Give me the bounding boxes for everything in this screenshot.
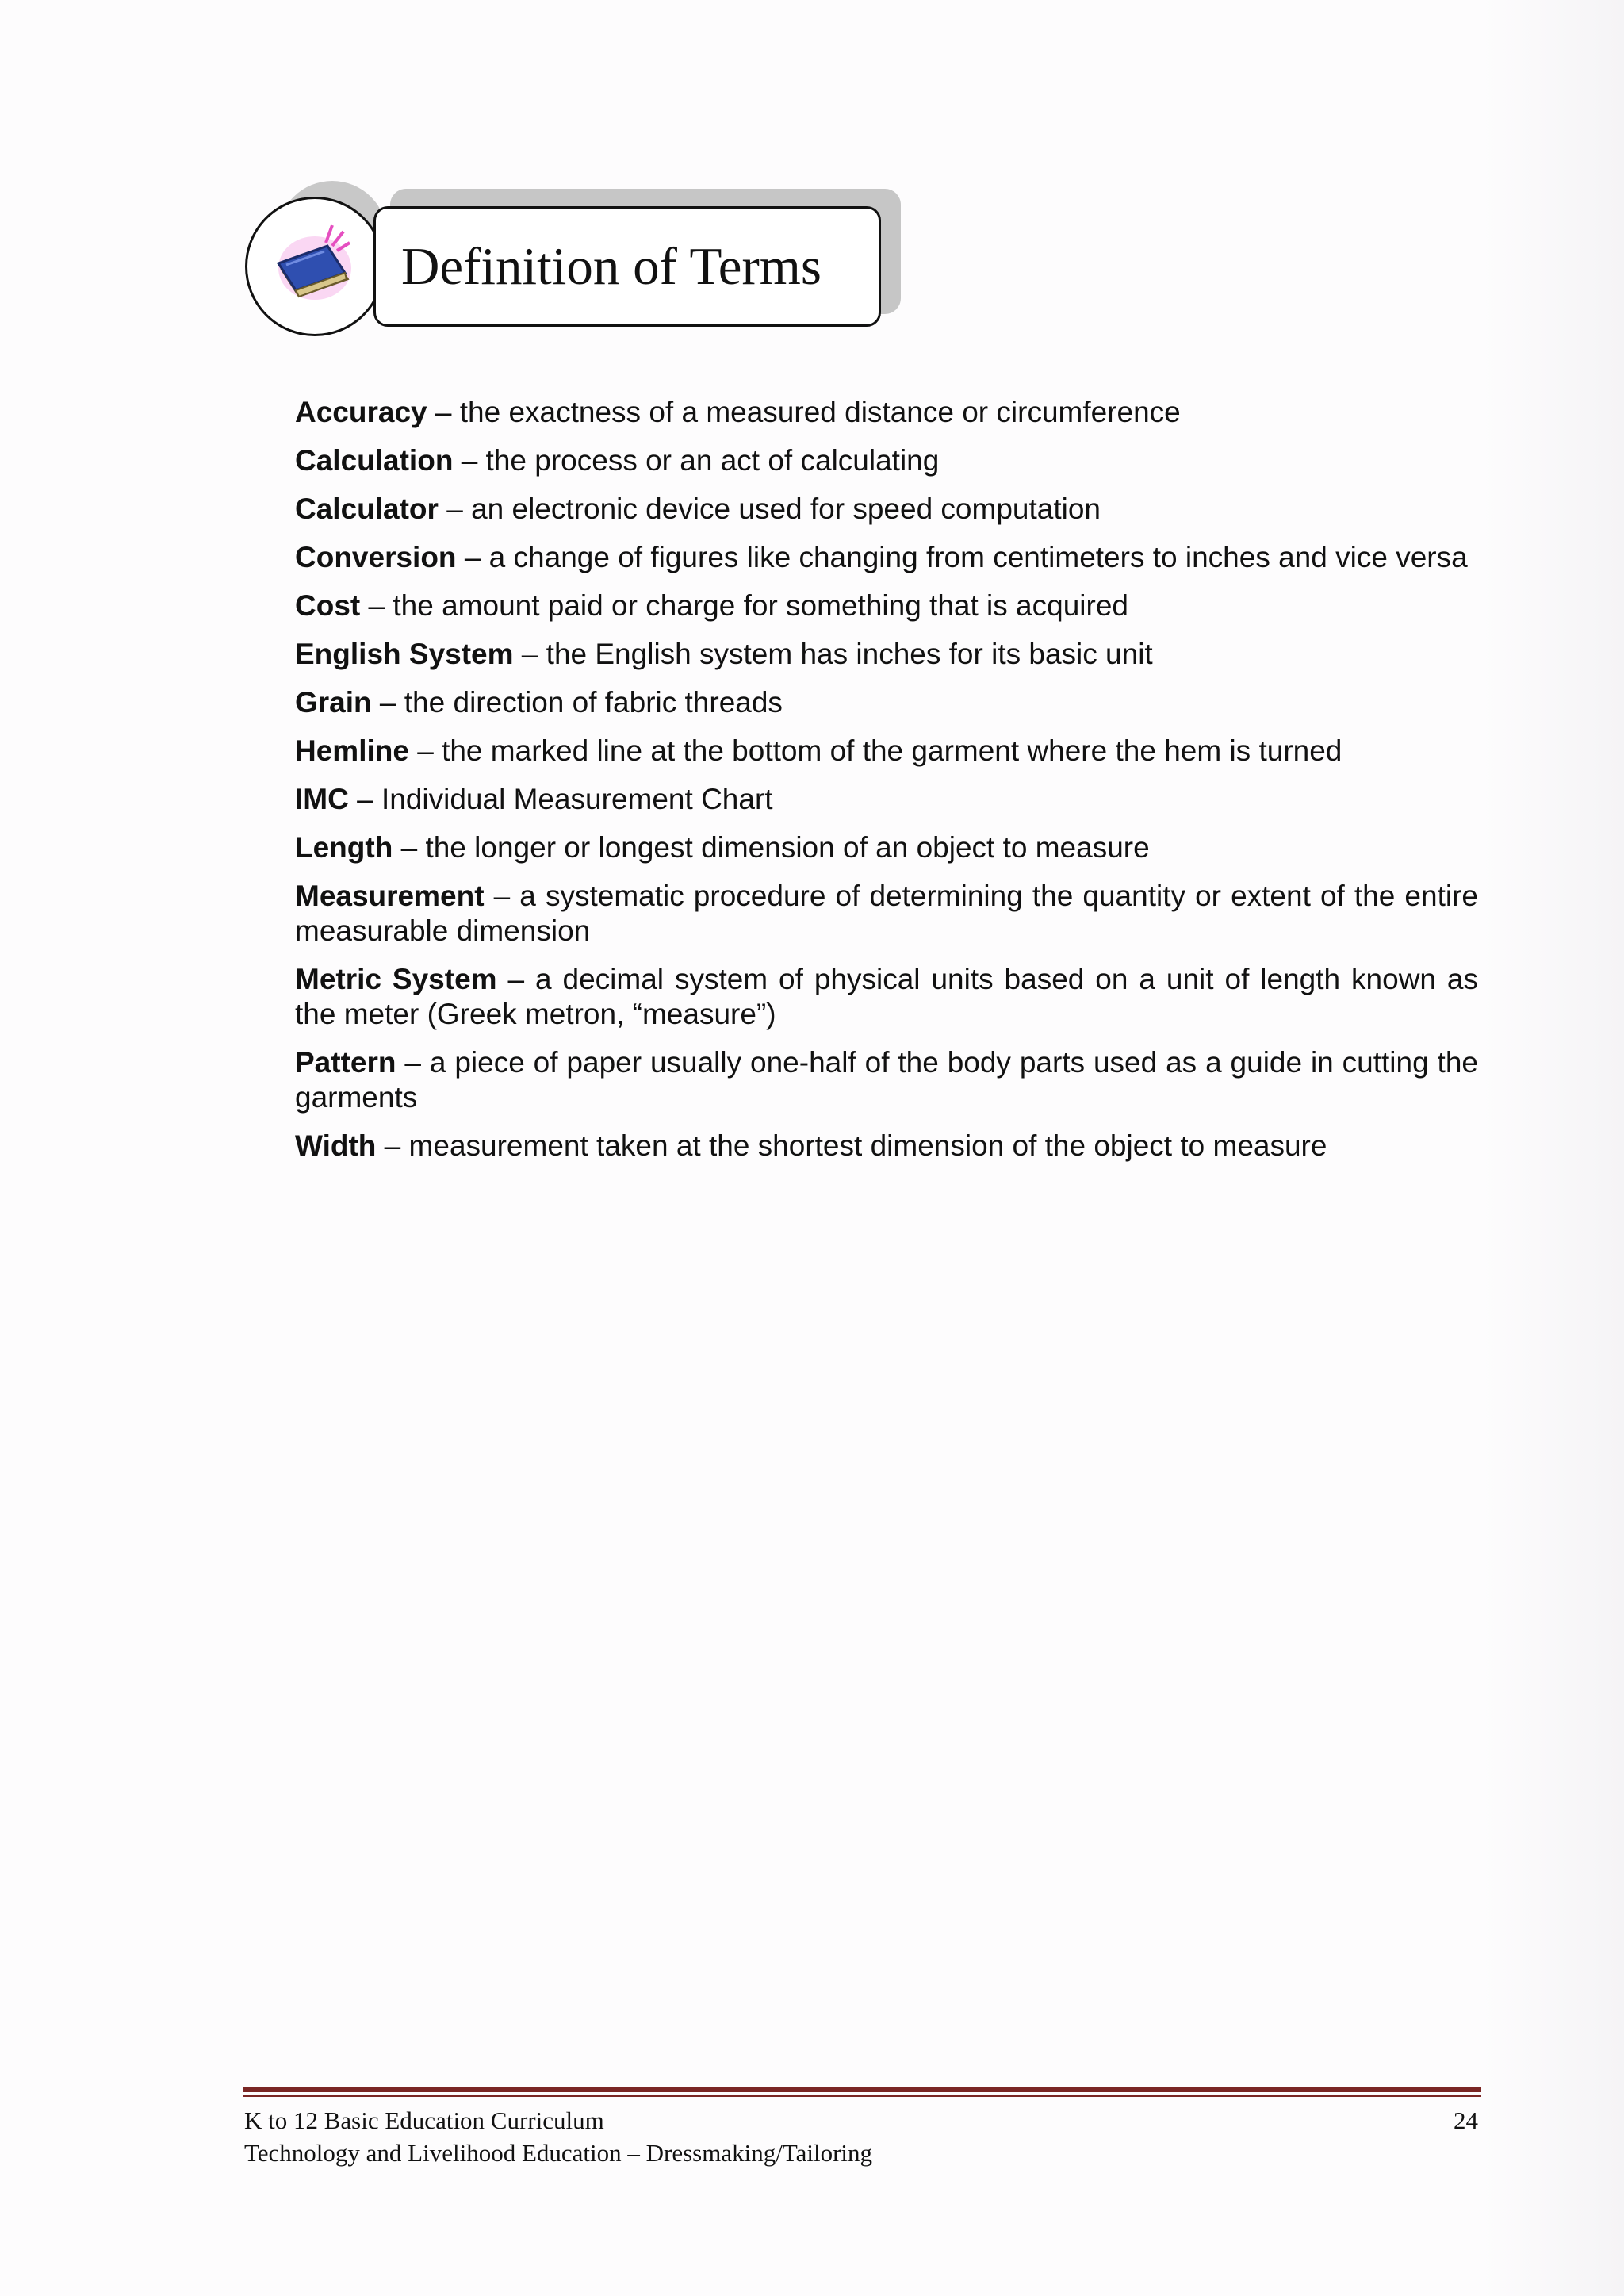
term-definition: – a piece of paper usually one-half of the body parts used as a guide in cutting the garments <box>295 1046 1478 1114</box>
term-entry <box>295 588 1478 623</box>
term-entry <box>295 637 1478 672</box>
term-entry <box>295 782 1478 817</box>
term-word: Measurement <box>295 880 485 912</box>
term-entry <box>295 734 1478 769</box>
term-entry <box>295 492 1478 527</box>
term-definition: – Individual Measurement Chart <box>348 783 773 815</box>
term-word: Metric System <box>295 963 497 995</box>
term-word: IMC <box>295 783 349 815</box>
footer-rule <box>243 2087 1481 2092</box>
term-definition: – the exactness of a measured distance or circumference <box>427 396 1181 428</box>
term-word: Calculation <box>295 444 454 477</box>
term-word: Grain <box>295 686 372 719</box>
term-word: Calculator <box>295 493 439 525</box>
term-word: English System <box>295 638 514 670</box>
term-word: Conversion <box>295 541 457 573</box>
page-edge-shade <box>1481 0 1624 2296</box>
term-entry <box>295 879 1478 949</box>
book-icon <box>267 219 362 314</box>
term-definition: – an electronic device used for speed computation <box>438 493 1101 525</box>
term-entry <box>295 830 1478 865</box>
term-word: Width <box>295 1129 377 1162</box>
term-definition: – the amount paid or charge for something that is acquired <box>360 589 1128 622</box>
terms-list <box>295 395 1478 1177</box>
term-definition: – the English system has inches for its basic unit <box>513 638 1153 670</box>
term-definition: – the direction of fabric threads <box>371 686 783 719</box>
header-icon-circle <box>245 197 385 336</box>
term-word: Cost <box>295 589 361 622</box>
term-definition: – the longer or longest dimension of an object to measure <box>393 831 1150 864</box>
title-box <box>373 206 881 327</box>
term-definition: – the process or an act of calculating <box>453 444 940 477</box>
term-word: Accuracy <box>295 396 427 428</box>
term-entry <box>295 395 1478 430</box>
page-title: Definition of Terms <box>401 237 822 296</box>
term-word: Pattern <box>295 1046 396 1079</box>
term-entry <box>295 1045 1478 1115</box>
section-header <box>243 181 901 339</box>
footer-curriculum: K to 12 Basic Education Curriculum <box>244 2106 604 2134</box>
footer-rule-thin <box>243 2095 1481 2097</box>
term-word: Hemline <box>295 734 409 767</box>
term-definition: – a change of figures like changing from centimeters to inches and vice versa <box>456 541 1468 573</box>
term-entry <box>295 540 1478 575</box>
term-definition: – measurement taken at the shortest dimension of the object to measure <box>376 1129 1327 1162</box>
page-number: 24 <box>1454 2106 1478 2134</box>
term-definition: – a decimal system of physical units based on a unit of length known as the meter (Greek metron, “measure”) <box>295 963 1478 1030</box>
term-entry <box>295 443 1478 478</box>
term-definition: – a systematic procedure of determining the quantity or extent of the entire measurable dimension <box>295 880 1478 947</box>
term-entry <box>295 962 1478 1032</box>
term-definition: – the marked line at the bottom of the garment where the hem is turned <box>408 734 1342 767</box>
term-entry <box>295 1129 1478 1163</box>
term-word: Length <box>295 831 393 864</box>
footer-subject: Technology and Livelihood Education – Dressmaking/Tailoring <box>244 2139 873 2167</box>
term-entry <box>295 685 1478 720</box>
